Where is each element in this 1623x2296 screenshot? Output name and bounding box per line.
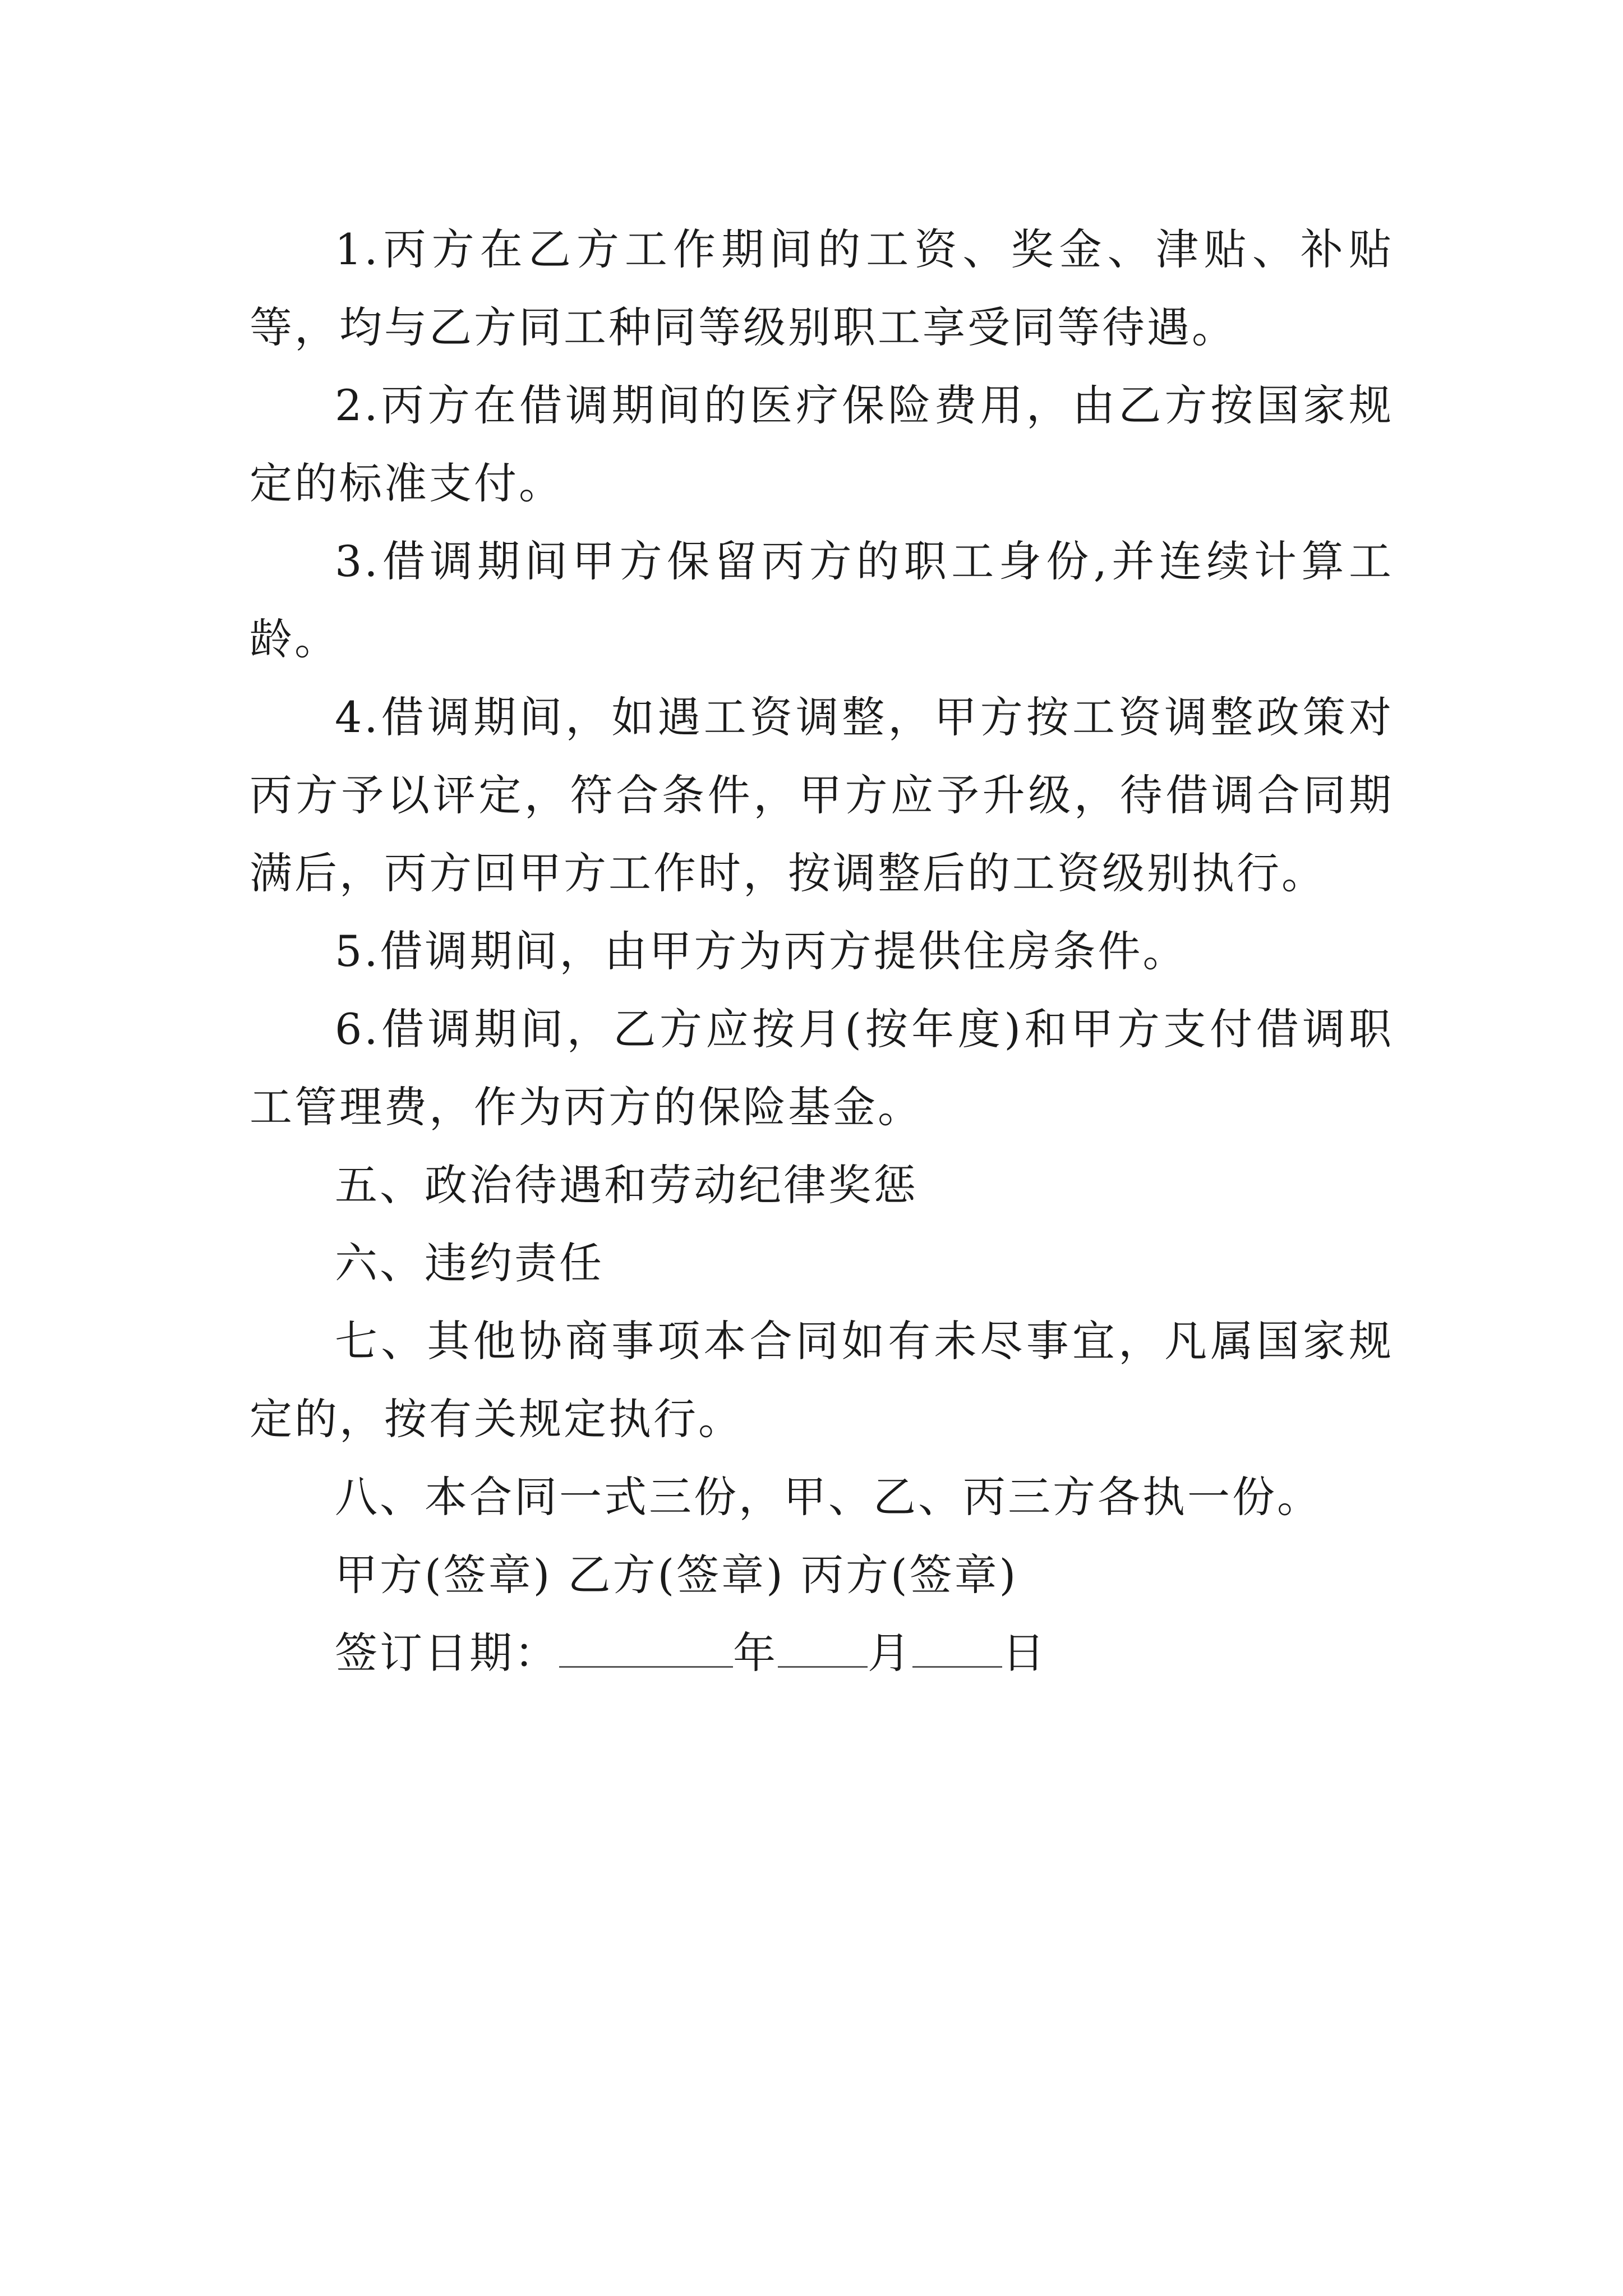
party-b-signature: 乙方(签章) bbox=[568, 1550, 785, 1600]
day-label: 日 bbox=[1002, 1628, 1047, 1678]
year-blank bbox=[559, 1627, 733, 1668]
day-blank bbox=[912, 1627, 1002, 1668]
section-other-matters: 七、其他协商事项本合同如有未尽事宜，凡属国家规定的，按有关规定执行。 bbox=[250, 1316, 1394, 1444]
party-c-signature: 丙方(签章) bbox=[800, 1550, 1018, 1600]
clause-housing: 5.借调期间，由甲方为丙方提供住房条件。 bbox=[335, 926, 1188, 976]
section-political-treatment: 五、政治待遇和劳动纪律奖惩 bbox=[335, 1160, 918, 1210]
section-copies: 八、本合同一式三份，甲、乙、丙三方各执一份。 bbox=[335, 1472, 1322, 1522]
month-blank bbox=[778, 1627, 868, 1668]
clause-medical-insurance: 2.丙方在借调期间的医疗保险费用，由乙方按国家规定的标准支付。 bbox=[250, 380, 1394, 508]
clause-management-fee: 6.借调期间，乙方应按月(按年度)和甲方支付借调职工管理费，作为丙方的保险基金。 bbox=[250, 1004, 1394, 1132]
clause-wage-adjustment: 4.借调期间，如遇工资调整，甲方按工资调整政策对丙方予以评定，符合条件，甲方应予升级，待借调合同期满后，丙方回甲方工作时，按调整后的工资级别执行。 bbox=[250, 692, 1394, 898]
month-label: 月 bbox=[868, 1628, 912, 1678]
signing-date-line bbox=[250, 1614, 1394, 1692]
year-label: 年 bbox=[733, 1628, 778, 1678]
clause-employee-status: 3.借调期间甲方保留丙方的职工身份,并连续计算工龄。 bbox=[250, 536, 1394, 664]
signature-line bbox=[250, 1536, 1394, 1614]
party-a-signature: 甲方(签章) bbox=[335, 1550, 552, 1600]
contract-body bbox=[250, 210, 1394, 1692]
section-breach-liability: 六、违约责任 bbox=[335, 1238, 604, 1288]
clause-wages: 1.丙方在乙方工作期间的工资、奖金、津贴、补贴等，均与乙方同工种同等级别职工享受同等待遇。 bbox=[250, 224, 1394, 352]
signing-date-label: 签订日期： bbox=[335, 1628, 559, 1678]
